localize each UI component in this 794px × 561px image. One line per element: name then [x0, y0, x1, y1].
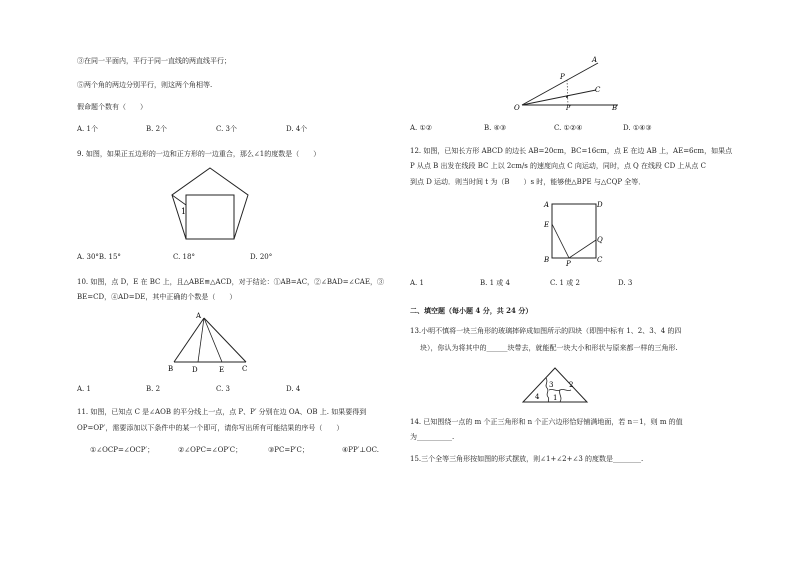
point-a-label: A — [544, 201, 550, 209]
q13-stem-line2: 块），你认为将其中的______块带去，就能配一块大小和形状与原来都一样的三角形. — [420, 344, 678, 352]
q9-option-ab[interactable]: A. 30°B. 15° — [77, 253, 121, 261]
point-b-label: B — [544, 256, 550, 264]
statement-3: ③在同一平面内，平行于同一直线的两直线平行； — [77, 57, 231, 65]
point-p-label: P — [560, 73, 565, 81]
q11-condition-2: ②∠OPC=∠OP′C； — [178, 446, 243, 454]
point-c-label: C — [242, 365, 248, 373]
point-q-label: Q — [597, 236, 603, 244]
section-fill-in-heading: 二、填空题（每小题 4 分，共 24 分） — [410, 306, 533, 315]
statement-5: ⑤两个角的两边分别平行，则这两个角相等. — [77, 81, 213, 89]
q8-option-b[interactable]: B. 2个 — [146, 125, 168, 133]
point-c-label: C — [597, 256, 603, 264]
point-p-label: P — [566, 260, 571, 268]
q11-condition-4: ④PP′⊥OC. — [342, 446, 379, 454]
point-a-label: A — [592, 56, 598, 64]
q12-stem-line1: 12. 如图，已知长方形 ABCD 的边长 AB=20cm，BC=16cm，点 E 在边 AB 上，AE=6cm，如果点 — [410, 147, 733, 155]
rectangle-abcd-figure — [540, 196, 606, 268]
pentagon-square-figure — [168, 165, 252, 243]
q12-stem-line2: P 从点 B 出发在线段 BC 上以 2cm/s 的速度向点 C 向运动，同时，点 Q 在线段 CD 上从点 C — [410, 162, 707, 170]
false-count-prompt: 假命题个数有（ ） — [77, 103, 147, 111]
q12-option-c[interactable]: C. 1 或 2 — [550, 279, 580, 287]
q12-option-b[interactable]: B. 1 或 4 — [480, 279, 510, 287]
point-c-label: C — [595, 86, 601, 94]
q11-option-c[interactable]: C. ①②④ — [554, 124, 583, 132]
q9-stem: 9. 如图，如果正五边形的一边和正方形的一边重合，那么∠1的度数是（ ） — [77, 150, 321, 158]
broken-triangle-figure — [519, 366, 591, 406]
q15-stem: 15.三个全等三角形按如图的形式摆放，则∠1+∠2+∠3 的度数是________. — [410, 455, 644, 463]
q11-condition-3: ③PC=P′C； — [268, 446, 309, 454]
q14-stem-line2: 为__________. — [410, 433, 455, 441]
q9-option-c[interactable]: C. 18° — [173, 253, 195, 261]
q10-option-a[interactable]: A. 1 — [77, 385, 91, 393]
point-o-label: O — [514, 104, 520, 111]
q12-stem-line3: 到点 D 运动．则当时间 t 为（B ）s 时，能够使△BPE 与△CQP 全等． — [410, 178, 646, 186]
q8-option-d[interactable]: D. 4个 — [286, 125, 308, 133]
q10-option-b[interactable]: B. 2 — [146, 385, 161, 393]
point-d-label: D — [597, 201, 603, 209]
q11-option-d[interactable]: D. ①④③ — [623, 124, 652, 132]
point-d-label: D — [192, 366, 198, 374]
piece-1-label: 1 — [553, 394, 558, 402]
q10-stem-line2: BE=CD，④AD=DE，其中正确的个数是（ ） — [77, 293, 237, 301]
q8-option-c[interactable]: C. 3个 — [216, 125, 238, 133]
q10-option-c[interactable]: C. 3 — [216, 385, 231, 393]
q11-option-a[interactable]: A. ①② — [410, 124, 433, 132]
point-e-label: E — [219, 366, 225, 374]
q11-condition-1: ①∠OCP=∠OCP′； — [90, 446, 155, 454]
angle-1-label: 1 — [181, 207, 187, 216]
q11-stem-line1: 11. 如图，已知点 C 是∠AOB 的平分线上一点，点 P、P′ 分别在边 OA、OB 上. 如果要得到 — [77, 408, 367, 416]
point-e-label: E — [544, 221, 550, 229]
q12-option-a[interactable]: A. 1 — [410, 279, 424, 287]
piece-3-label: 3 — [549, 381, 554, 389]
point-p-prime-label: P′ — [566, 105, 572, 111]
q12-option-d[interactable]: D. 3 — [618, 279, 633, 287]
q13-stem-line1: 13.小明不慎将一块三角形的玻璃摔碎成如图所示的四块（即图中标有 1、2、3、4 的四 — [410, 327, 682, 335]
point-a-label: A — [196, 312, 202, 320]
q10-option-d[interactable]: D. 4 — [286, 385, 301, 393]
angle-bisector-figure — [512, 53, 622, 111]
point-b-label: B — [612, 104, 618, 111]
triangle-abc-figure — [164, 310, 256, 376]
piece-2-label: 2 — [569, 381, 574, 389]
q9-option-d[interactable]: D. 20° — [250, 253, 273, 261]
q11-stem-line2: OP=OP′，需要添加以下条件中的某一个即可，请你写出所有可能结果的序号（ ） — [77, 424, 344, 432]
q11-option-b[interactable]: B. ④③ — [484, 124, 507, 132]
q8-option-a[interactable]: A. 1个 — [77, 125, 98, 133]
piece-4-label: 4 — [535, 393, 540, 401]
q10-stem-line1: 10. 如图，点 D，E 在 BC 上，且△ABE≌△ACD，对于结论：①AB=AC，②∠BAD=∠CAE，③ — [77, 278, 384, 286]
q14-stem-line1: 14. 已知围绕一点的 m 个正三角形和 n 个正六边形恰好铺满地面，若 n＝1，则 m 的值 — [410, 418, 683, 426]
point-b-label: B — [168, 365, 174, 373]
